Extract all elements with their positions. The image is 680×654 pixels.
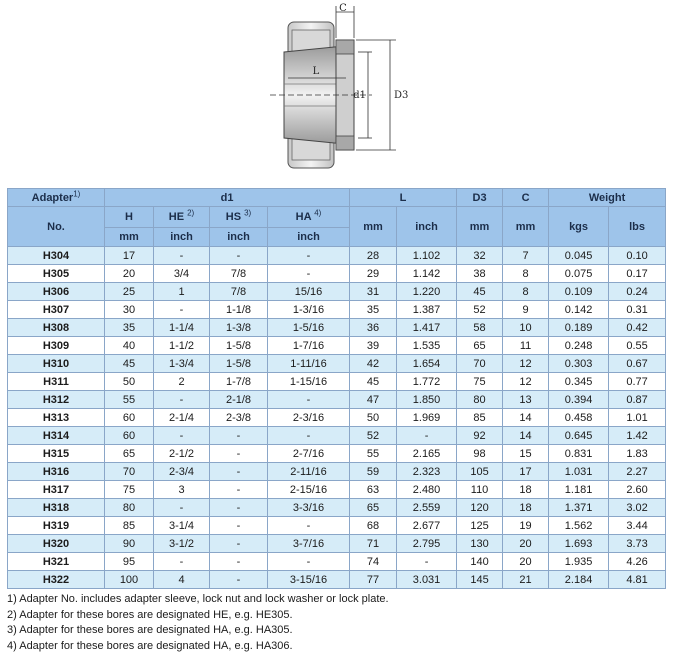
cell-lbs: 0.42	[609, 319, 666, 337]
cell-l-mm: 31	[350, 283, 397, 301]
cell-c: 20	[503, 553, 549, 571]
cell-l-mm: 52	[350, 427, 397, 445]
cell-c: 7	[503, 247, 549, 265]
cell-h: 25	[105, 283, 154, 301]
header-adapter: Adapter$^{1)}$	[8, 189, 105, 207]
table-row	[8, 571, 666, 589]
cell-l-mm: 42	[350, 355, 397, 373]
cell-lbs: 0.24	[609, 283, 666, 301]
cell-lbs: 0.10	[609, 247, 666, 265]
cell-l-mm: 59	[350, 463, 397, 481]
cell-lbs: 0.67	[609, 355, 666, 373]
cell-l-mm: 35	[350, 301, 397, 319]
cell-he: 1-1/4	[154, 319, 210, 337]
cell-he: -	[154, 391, 210, 409]
cell-kgs: 2.184	[549, 571, 609, 589]
cell-ha: 1-3/16	[268, 301, 350, 319]
cell-kgs: 1.562	[549, 517, 609, 535]
header-c: C	[503, 189, 549, 207]
cell-h: 65	[105, 445, 154, 463]
table-row	[8, 481, 666, 499]
table-row	[8, 499, 666, 517]
table-row	[8, 247, 666, 265]
cell-d3: 92	[457, 427, 503, 445]
cell-d3: 45	[457, 283, 503, 301]
table-row	[8, 355, 666, 373]
cell-kgs: 1.181	[549, 481, 609, 499]
cell-c: 18	[503, 499, 549, 517]
cell-lbs: 0.31	[609, 301, 666, 319]
cell-d3: 120	[457, 499, 503, 517]
cell-l-mm: 36	[350, 319, 397, 337]
cell-d3: 80	[457, 391, 503, 409]
cell-no: H322	[8, 571, 105, 589]
header-d1: d1	[105, 189, 350, 207]
header-h-mm: mm	[105, 228, 154, 247]
cell-d3: 125	[457, 517, 503, 535]
cell-l-inch: 2.165	[397, 445, 457, 463]
header-l-mm: mm	[350, 207, 397, 247]
footnote-4: 4) Adapter for these bores are designated HA, e.g. HA306.	[7, 639, 293, 652]
table-row	[8, 301, 666, 319]
header-weight: Weight	[549, 189, 666, 207]
cell-d3: 52	[457, 301, 503, 319]
cell-no: H308	[8, 319, 105, 337]
footnote-2: 2) Adapter for these bores are designated HE, e.g. HE305.	[7, 608, 293, 621]
cell-no: H312	[8, 391, 105, 409]
cell-kgs: 0.394	[549, 391, 609, 409]
cell-d3: 38	[457, 265, 503, 283]
cell-c: 14	[503, 427, 549, 445]
cell-lbs: 2.27	[609, 463, 666, 481]
cell-h: 80	[105, 499, 154, 517]
header-he: HE $^{2)}$	[154, 207, 210, 228]
cell-ha: 3-15/16	[268, 571, 350, 589]
cell-hs: -	[210, 463, 268, 481]
cell-l-inch: 1.417	[397, 319, 457, 337]
cell-c: 12	[503, 355, 549, 373]
cell-l-mm: 39	[350, 337, 397, 355]
cell-ha: 2-11/16	[268, 463, 350, 481]
cell-he: 4	[154, 571, 210, 589]
cell-ha: 3-3/16	[268, 499, 350, 517]
cell-ha: 2-3/16	[268, 409, 350, 427]
cell-he: 2-3/4	[154, 463, 210, 481]
cell-c: 21	[503, 571, 549, 589]
table-row	[8, 337, 666, 355]
cell-no: H304	[8, 247, 105, 265]
cell-c: 13	[503, 391, 549, 409]
cell-he: -	[154, 427, 210, 445]
cell-h: 40	[105, 337, 154, 355]
cell-no: H307	[8, 301, 105, 319]
cell-d3: 98	[457, 445, 503, 463]
table-row	[8, 445, 666, 463]
cell-h: 30	[105, 301, 154, 319]
cell-no: H311	[8, 373, 105, 391]
cell-h: 20	[105, 265, 154, 283]
cell-no: H317	[8, 481, 105, 499]
cell-h: 60	[105, 427, 154, 445]
cell-hs: -	[210, 427, 268, 445]
cell-d3: 140	[457, 553, 503, 571]
cell-ha: -	[268, 247, 350, 265]
cell-d3: 58	[457, 319, 503, 337]
header-kgs: kgs	[549, 207, 609, 247]
cell-lbs: 2.60	[609, 481, 666, 499]
cell-h: 35	[105, 319, 154, 337]
header-l-inch: inch	[397, 207, 457, 247]
cell-he: 1	[154, 283, 210, 301]
cell-l-inch: 2.323	[397, 463, 457, 481]
cell-lbs: 3.44	[609, 517, 666, 535]
cell-lbs: 1.83	[609, 445, 666, 463]
cell-ha: -	[268, 391, 350, 409]
cell-kgs: 1.693	[549, 535, 609, 553]
cell-l-mm: 50	[350, 409, 397, 427]
cell-l-mm: 47	[350, 391, 397, 409]
cell-l-inch: 1.142	[397, 265, 457, 283]
table-body	[8, 247, 666, 589]
cell-hs: 1-5/8	[210, 337, 268, 355]
cell-l-mm: 74	[350, 553, 397, 571]
cell-c: 15	[503, 445, 549, 463]
cell-c: 19	[503, 517, 549, 535]
cell-kgs: 0.142	[549, 301, 609, 319]
header-d3-mm: mm	[457, 207, 503, 247]
cell-no: H320	[8, 535, 105, 553]
cell-hs: 2-1/8	[210, 391, 268, 409]
table-row	[8, 409, 666, 427]
cell-hs: 1-5/8	[210, 355, 268, 373]
cell-hs: 1-1/8	[210, 301, 268, 319]
cell-ha: -	[268, 427, 350, 445]
cell-he: 1-3/4	[154, 355, 210, 373]
cell-h: 50	[105, 373, 154, 391]
cell-c: 11	[503, 337, 549, 355]
header-c-mm: mm	[503, 207, 549, 247]
cell-hs: -	[210, 571, 268, 589]
cell-no: H305	[8, 265, 105, 283]
cell-hs: -	[210, 481, 268, 499]
cell-c: 14	[503, 409, 549, 427]
cell-l-inch: 2.480	[397, 481, 457, 499]
table-row	[8, 391, 666, 409]
cell-no: H315	[8, 445, 105, 463]
table-row	[8, 553, 666, 571]
cell-no: H310	[8, 355, 105, 373]
cell-he: 3-1/4	[154, 517, 210, 535]
cell-he: 2	[154, 373, 210, 391]
cell-he: 3-1/2	[154, 535, 210, 553]
cell-he: 2-1/2	[154, 445, 210, 463]
adapter-sleeve-diagram	[0, 0, 680, 180]
cell-l-inch: 1.850	[397, 391, 457, 409]
cell-lbs: 4.26	[609, 553, 666, 571]
cell-hs: 1-3/8	[210, 319, 268, 337]
cell-ha: 1-7/16	[268, 337, 350, 355]
cell-no: H316	[8, 463, 105, 481]
cell-l-mm: 77	[350, 571, 397, 589]
header-h: H	[105, 207, 154, 228]
header-no: No.	[8, 207, 105, 247]
cell-lbs: 0.77	[609, 373, 666, 391]
cell-ha: 15/16	[268, 283, 350, 301]
cell-c: 18	[503, 481, 549, 499]
cell-ha: 3-7/16	[268, 535, 350, 553]
cell-l-inch: 3.031	[397, 571, 457, 589]
cell-h: 85	[105, 517, 154, 535]
cell-h: 75	[105, 481, 154, 499]
cell-lbs: 0.17	[609, 265, 666, 283]
cell-he: 3/4	[154, 265, 210, 283]
cell-d3: 85	[457, 409, 503, 427]
cell-lbs: 0.55	[609, 337, 666, 355]
diagram-label-c: C	[339, 3, 347, 14]
table-row	[8, 265, 666, 283]
header-lbs: lbs	[609, 207, 666, 247]
cell-c: 20	[503, 535, 549, 553]
cell-lbs: 0.87	[609, 391, 666, 409]
cell-l-mm: 68	[350, 517, 397, 535]
cell-kgs: 0.109	[549, 283, 609, 301]
cell-kgs: 1.935	[549, 553, 609, 571]
cell-ha: -	[268, 517, 350, 535]
cell-kgs: 0.831	[549, 445, 609, 463]
cell-ha: 2-15/16	[268, 481, 350, 499]
cell-no: H309	[8, 337, 105, 355]
cell-l-inch: 2.677	[397, 517, 457, 535]
cell-l-inch: 1.220	[397, 283, 457, 301]
cell-l-inch: 1.387	[397, 301, 457, 319]
cell-hs: 7/8	[210, 283, 268, 301]
cell-h: 45	[105, 355, 154, 373]
cell-d3: 145	[457, 571, 503, 589]
cell-kgs: 0.345	[549, 373, 609, 391]
table-row	[8, 373, 666, 391]
cell-h: 55	[105, 391, 154, 409]
cell-c: 9	[503, 301, 549, 319]
cell-ha: -	[268, 265, 350, 283]
header-d3: D3	[457, 189, 503, 207]
cell-he: 2-1/4	[154, 409, 210, 427]
cell-l-inch: 1.654	[397, 355, 457, 373]
header-l: L	[350, 189, 457, 207]
cell-lbs: 4.81	[609, 571, 666, 589]
cell-l-mm: 29	[350, 265, 397, 283]
cell-no: H313	[8, 409, 105, 427]
cell-hs: -	[210, 517, 268, 535]
cell-lbs: 3.02	[609, 499, 666, 517]
cell-l-mm: 28	[350, 247, 397, 265]
cell-kgs: 0.458	[549, 409, 609, 427]
cell-he: 3	[154, 481, 210, 499]
footnote-1: 1) Adapter No. includes adapter sleeve, lock nut and lock washer or lock plate.	[7, 593, 389, 605]
cell-hs: -	[210, 553, 268, 571]
cell-l-inch: -	[397, 427, 457, 445]
cell-l-inch: 1.535	[397, 337, 457, 355]
cell-l-mm: 45	[350, 373, 397, 391]
header-he-inch: inch	[154, 228, 210, 247]
cell-ha: 1-15/16	[268, 373, 350, 391]
cell-kgs: 1.031	[549, 463, 609, 481]
cell-d3: 65	[457, 337, 503, 355]
cell-hs: -	[210, 499, 268, 517]
table-row	[8, 535, 666, 553]
cell-he: -	[154, 553, 210, 571]
cell-no: H318	[8, 499, 105, 517]
cell-lbs: 3.73	[609, 535, 666, 553]
cell-h: 70	[105, 463, 154, 481]
header-hs: HS $^{3)}$	[210, 207, 268, 228]
cell-d3: 130	[457, 535, 503, 553]
diagram-label-d3: D3	[394, 90, 409, 101]
cell-d3: 105	[457, 463, 503, 481]
diagram-label-d1: d1	[353, 90, 366, 101]
cell-lbs: 1.42	[609, 427, 666, 445]
adapter-spec-table	[7, 188, 666, 589]
cell-kgs: 0.248	[549, 337, 609, 355]
cell-hs: -	[210, 445, 268, 463]
cell-d3: 32	[457, 247, 503, 265]
header-hs-inch: inch	[210, 228, 268, 247]
cell-kgs: 0.075	[549, 265, 609, 283]
cell-no: H306	[8, 283, 105, 301]
cell-kgs: 0.045	[549, 247, 609, 265]
cell-l-inch: 1.102	[397, 247, 457, 265]
table-row	[8, 463, 666, 481]
footnote-3: 3) Adapter for these bores are designated HA, e.g. HA305.	[7, 624, 293, 636]
header-ha-inch: inch	[268, 228, 350, 247]
cell-l-inch: 2.559	[397, 499, 457, 517]
cell-l-inch: 1.772	[397, 373, 457, 391]
cell-hs: 7/8	[210, 265, 268, 283]
cell-he: -	[154, 301, 210, 319]
table-row	[8, 427, 666, 445]
cell-hs: 2-3/8	[210, 409, 268, 427]
cell-ha: 2-7/16	[268, 445, 350, 463]
cell-kgs: 0.303	[549, 355, 609, 373]
cell-d3: 70	[457, 355, 503, 373]
cell-l-mm: 71	[350, 535, 397, 553]
table-row	[8, 319, 666, 337]
cell-h: 17	[105, 247, 154, 265]
cell-kgs: 0.189	[549, 319, 609, 337]
cell-d3: 110	[457, 481, 503, 499]
cell-lbs: 1.01	[609, 409, 666, 427]
cell-ha: -	[268, 553, 350, 571]
cell-hs: -	[210, 535, 268, 553]
cell-hs: -	[210, 247, 268, 265]
cell-he: -	[154, 499, 210, 517]
cell-h: 90	[105, 535, 154, 553]
cell-h: 100	[105, 571, 154, 589]
cell-l-mm: 65	[350, 499, 397, 517]
cell-kgs: 0.645	[549, 427, 609, 445]
cell-kgs: 1.371	[549, 499, 609, 517]
cell-no: H314	[8, 427, 105, 445]
cell-he: -	[154, 247, 210, 265]
cell-c: 8	[503, 283, 549, 301]
footnotes	[7, 592, 389, 654]
header-ha: HA $^{4)}$	[268, 207, 350, 228]
cell-he: 1-1/2	[154, 337, 210, 355]
cell-c: 17	[503, 463, 549, 481]
cell-c: 10	[503, 319, 549, 337]
diagram-label-l: L	[312, 66, 320, 77]
cell-l-inch: -	[397, 553, 457, 571]
cell-l-mm: 63	[350, 481, 397, 499]
table-row	[8, 283, 666, 301]
cell-ha: 1-5/16	[268, 319, 350, 337]
cell-no: H321	[8, 553, 105, 571]
cell-h: 60	[105, 409, 154, 427]
cell-hs: 1-7/8	[210, 373, 268, 391]
cell-l-mm: 55	[350, 445, 397, 463]
cell-l-inch: 2.795	[397, 535, 457, 553]
cell-no: H319	[8, 517, 105, 535]
cell-ha: 1-11/16	[268, 355, 350, 373]
table-row	[8, 517, 666, 535]
cell-l-inch: 1.969	[397, 409, 457, 427]
cell-d3: 75	[457, 373, 503, 391]
cell-h: 95	[105, 553, 154, 571]
cell-c: 12	[503, 373, 549, 391]
cell-c: 8	[503, 265, 549, 283]
